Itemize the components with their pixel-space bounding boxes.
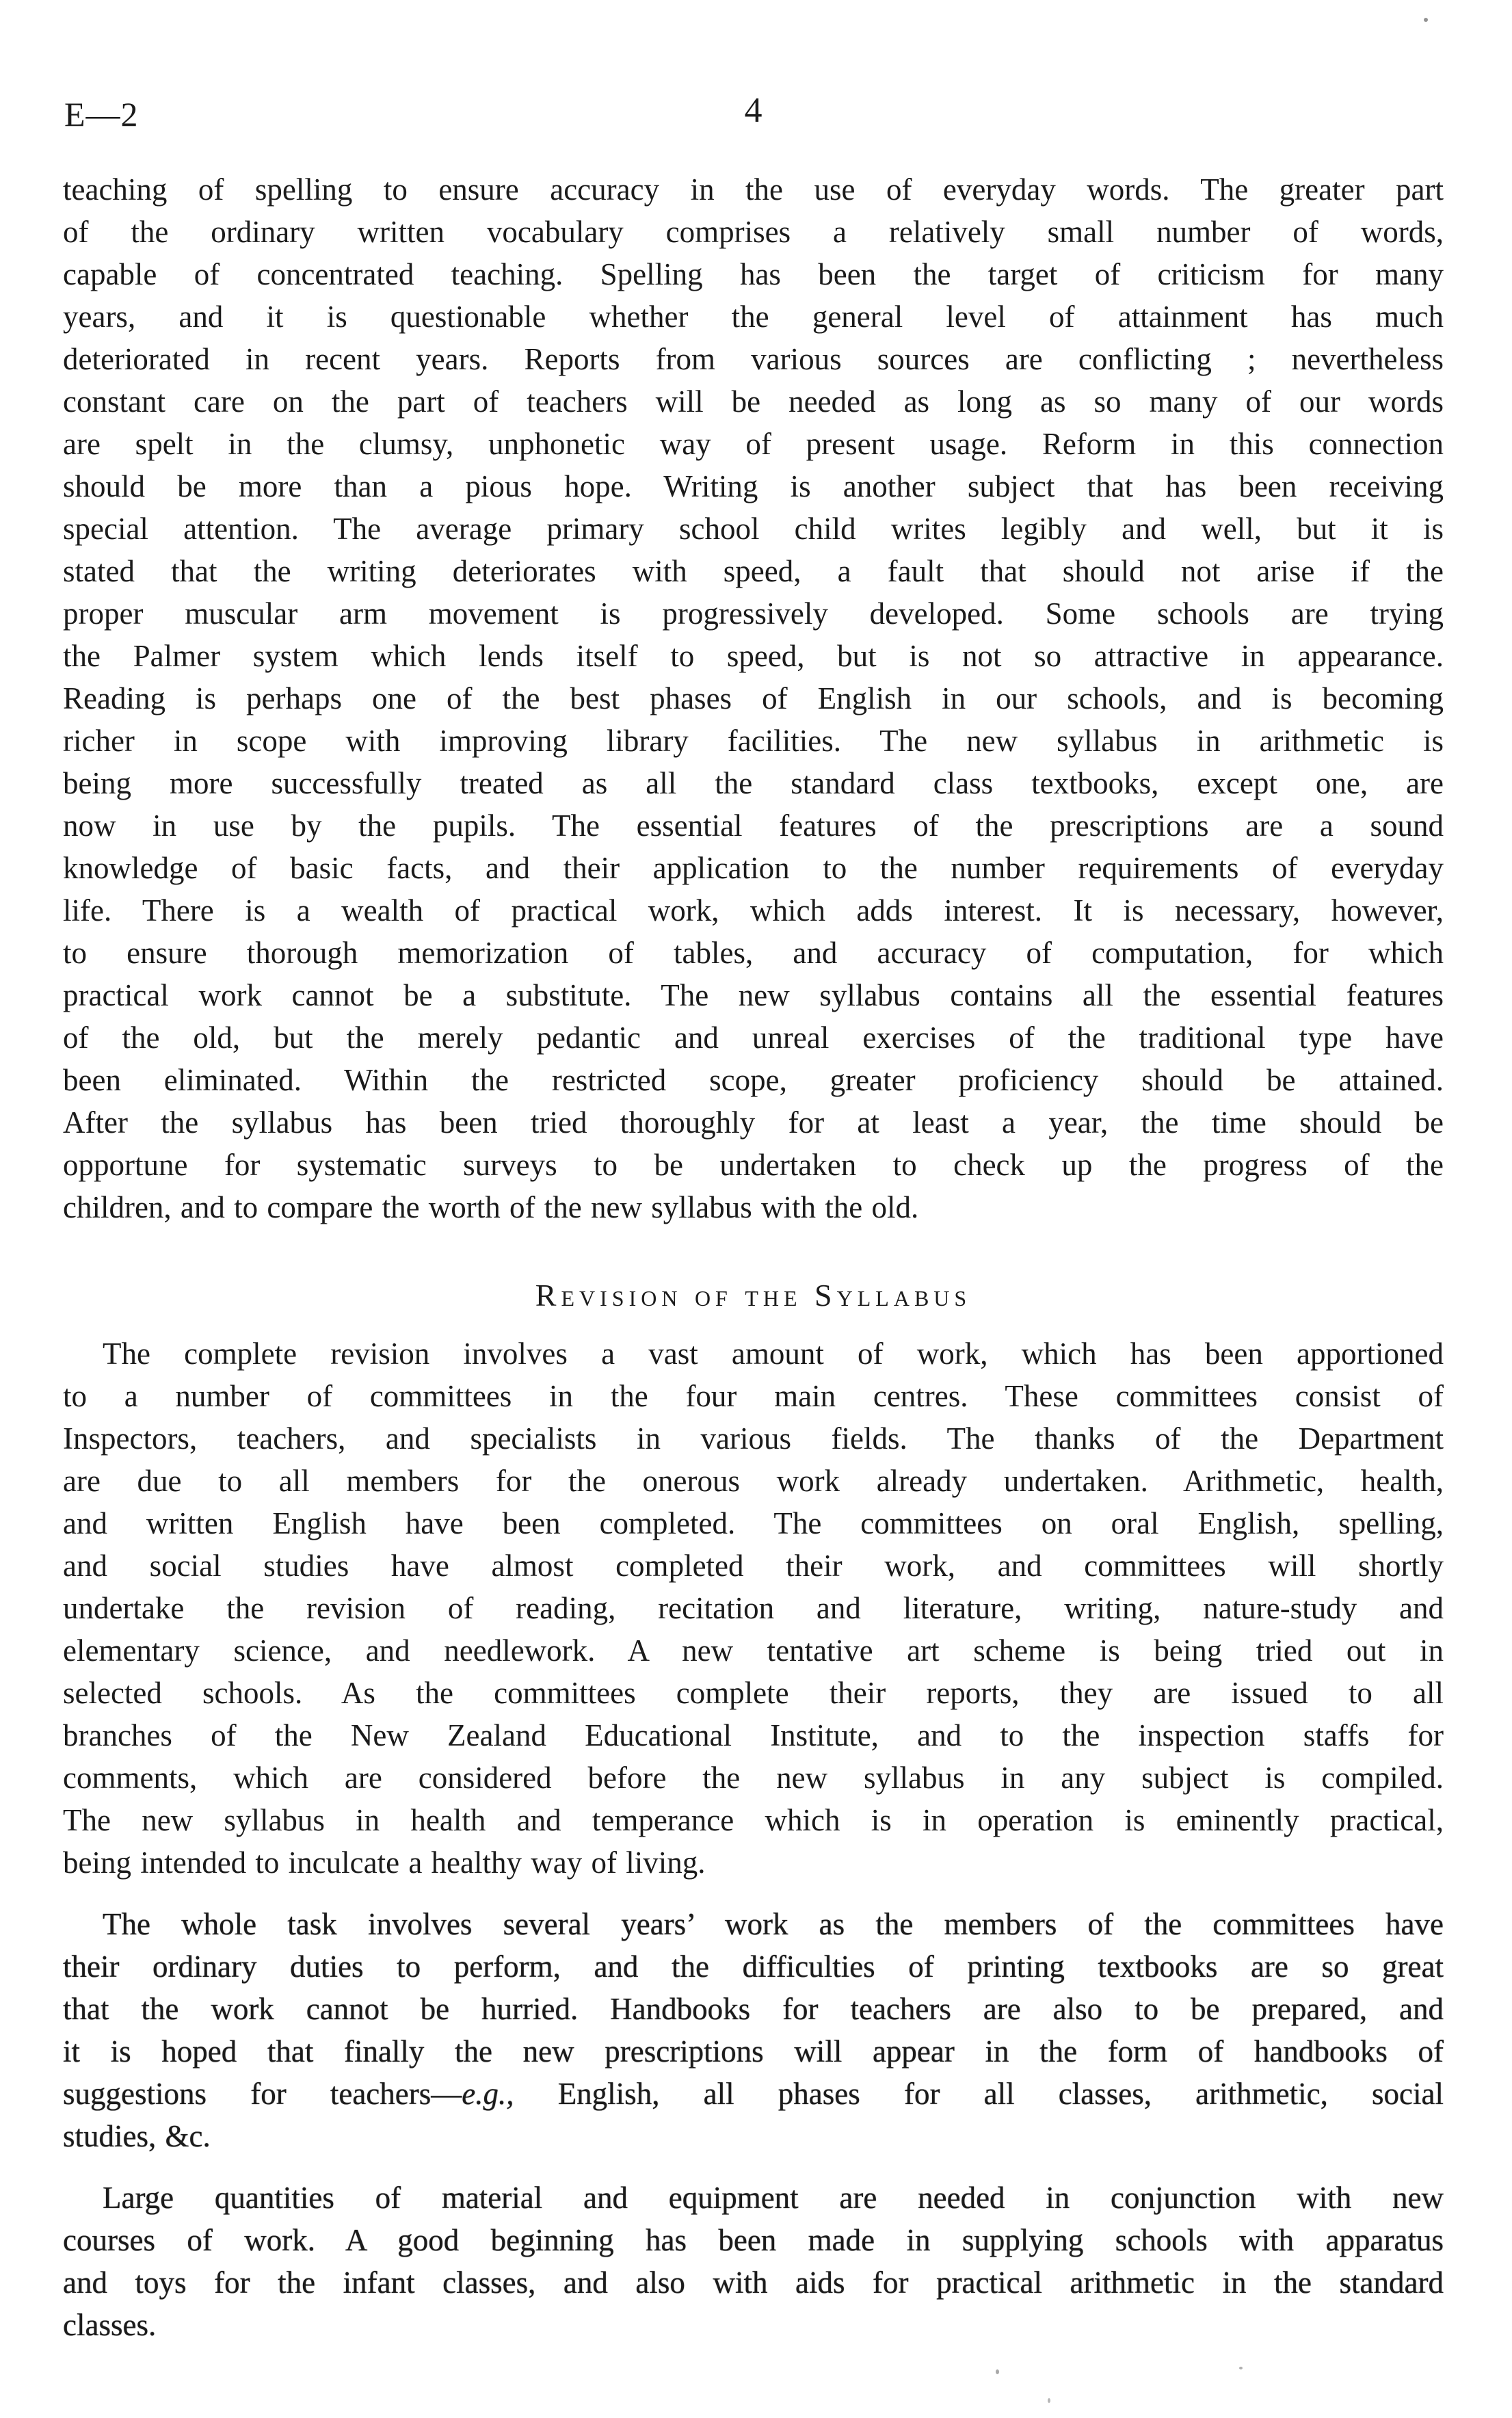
text-line: branches of the New Zealand Educational Institute, and to the inspection staffs for <box>63 1718 1444 1752</box>
paragraph <box>63 2177 1444 2346</box>
text-line: practical work cannot be a substitute. The new syllabus contains all the essential features <box>63 978 1444 1012</box>
page-header <box>63 88 1444 137</box>
report-code: E—2 <box>64 95 139 133</box>
section-heading: Revision of the Syllabus <box>535 1278 972 1313</box>
text-line: suggestions for teachers—e.g., English, all phases for all classes, arithmetic, social <box>63 2077 1444 2111</box>
text-line: should be more than a pious hope. Writing is another subject that has been receiving <box>63 469 1444 503</box>
text-line: of the ordinary written vocabulary comprises a relatively small number of words, <box>63 215 1444 249</box>
text-line: Large quantities of material and equipment are needed in conjunction with new <box>103 2181 1444 2215</box>
text-line: proper muscular arm movement is progressively developed. Some schools are trying <box>63 596 1444 631</box>
text-line: Inspectors, teachers, and specialists in various fields. The thanks of the Department <box>63 1421 1444 1456</box>
text-line: capable of concentrated teaching. Spelling has been the target of criticism for many <box>63 257 1444 291</box>
scan-speck <box>1048 2398 1050 2403</box>
text-line: opportune for systematic surveys to be undertaken to check up the progress of the <box>63 1148 1444 1182</box>
text-line: courses of work. A good beginning has been made in supplying schools with apparatus <box>63 2223 1444 2257</box>
text-line: selected schools. As the committees complete their reports, they are issued to all <box>63 1676 1444 1710</box>
text-line: to a number of committees in the four main centres. These committees consist of <box>63 1379 1444 1413</box>
text-line: are due to all members for the onerous work already undertaken. Arithmetic, health, <box>63 1464 1444 1498</box>
text-line: being intended to inculcate a healthy way of living. <box>63 1845 706 1880</box>
text-line: comments, which are considered before the new syllabus in any subject is compiled. <box>63 1761 1444 1795</box>
text-column <box>63 88 1444 2346</box>
page-number: 4 <box>744 91 762 130</box>
text-line: now in use by the pupils. The essential features of the prescriptions are a sound <box>63 809 1444 843</box>
text-line: to ensure thorough memorization of tables, and accuracy of computation, for which <box>63 936 1444 970</box>
text-line: knowledge of basic facts, and their application to the number requirements of everyday <box>63 851 1444 885</box>
text-line: studies, &c. <box>63 2119 211 2153</box>
scan-speck <box>1239 2367 1243 2369</box>
text-line: it is hoped that finally the new prescriptions will appear in the form of handbooks of <box>63 2034 1444 2068</box>
paragraph-continuation <box>63 168 1444 1228</box>
text-line: been eliminated. Within the restricted scope, greater proficiency should be attained. <box>63 1063 1444 1097</box>
scan-speck <box>996 2369 999 2374</box>
text-line: of the old, but the merely pedantic and unreal exercises of the traditional type have <box>63 1021 1444 1055</box>
text-line: their ordinary duties to perform, and the difficulties of printing textbooks are so great <box>63 1949 1444 1984</box>
text-line: deteriorated in recent years. Reports from various sources are conflicting ; nevertheless <box>63 342 1444 376</box>
text-line: The new syllabus in health and temperance which is in operation is eminently practical, <box>63 1803 1444 1837</box>
text-line: and toys for the infant classes, and also with aids for practical arithmetic in the standard <box>63 2265 1444 2300</box>
text-line: classes. <box>63 2308 157 2342</box>
text-line: and social studies have almost completed their work, and committees will shortly <box>63 1549 1444 1583</box>
text-line: children, and to compare the worth of the new syllabus with the old. <box>63 1190 919 1224</box>
text-line: constant care on the part of teachers will be needed as long as so many of our words <box>63 384 1444 419</box>
text-line: The whole task involves several years’ work as the members of the committees have <box>103 1907 1444 1941</box>
text-line: richer in scope with improving library facilities. The new syllabus in arithmetic is <box>63 724 1444 758</box>
text-line: elementary science, and needlework. A new tentative art scheme is being tried out in <box>63 1633 1444 1668</box>
text-line: and written English have been completed. The committees on oral English, spelling, <box>63 1506 1444 1540</box>
text-line: life. There is a wealth of practical work, which adds interest. It is necessary, however, <box>63 893 1444 928</box>
text-line: Reading is perhaps one of the best phases of English in our schools, and is becoming <box>63 681 1444 715</box>
text-line: stated that the writing deteriorates with speed, a fault that should not arise if the <box>63 554 1444 588</box>
scan-speck <box>1424 18 1428 22</box>
text-line: years, and it is questionable whether the general level of attainment has much <box>63 300 1444 334</box>
text-line: undertake the revision of reading, recitation and literature, writing, nature-study and <box>63 1591 1444 1625</box>
text-line: the Palmer system which lends itself to speed, but is not so attractive in appearance. <box>63 639 1444 673</box>
text-line: The complete revision involves a vast amount of work, which has been apportioned <box>103 1337 1444 1371</box>
text-line: special attention. The average primary school child writes legibly and well, but it is <box>63 512 1444 546</box>
text-line: After the syllabus has been tried thoroughly for at least a year, the time should be <box>63 1105 1444 1140</box>
text-line: being more successfully treated as all the standard class textbooks, except one, are <box>63 766 1444 800</box>
text-line: are spelt in the clumsy, unphonetic way of present usage. Reform in this connection <box>63 427 1444 461</box>
text-line: teaching of spelling to ensure accuracy in the use of everyday words. The greater part <box>63 172 1444 207</box>
paragraph <box>63 1332 1444 1884</box>
text-line: that the work cannot be hurried. Handbooks for teachers are also to be prepared, and <box>63 1992 1444 2026</box>
paragraph <box>63 1903 1444 2157</box>
